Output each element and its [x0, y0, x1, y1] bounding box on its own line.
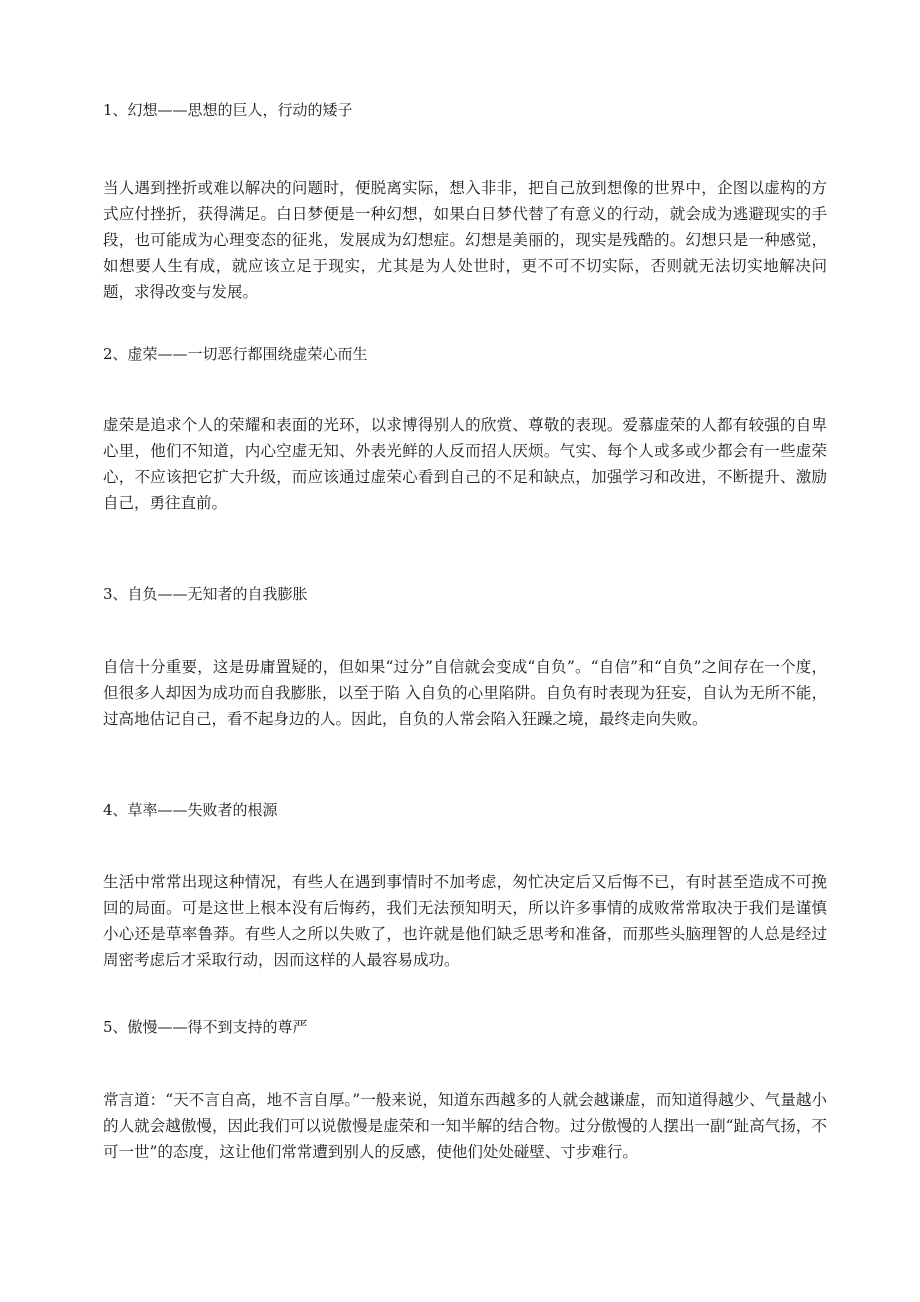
section-heading-3: 3、自负——无知者的自我膨胀 — [103, 585, 308, 603]
section-body-1: 当人遇到挫折或难以解决的问题时，便脱离实际，想入非非，把自己放到想像的世界中，企图以虚构的方式应付挫折，获得满足。白日梦便是一种幻想，如果白日梦代替了有意义的行动，就会成为逃避现实的手段，也可能成为心理变态的征兆，发展成为幻想症。幻想是美丽的，现实是残酷的。幻想只是一种感觉，如想要人生有成，就应该立足于现实，尤其是为人处世时，更不可不切实际，否则就无法切实地解决问题，求得改变与发展。 — [103, 179, 827, 301]
section-body-5: 常言道：“天不言自高，地不言自厚。”一般来说，知道东西越多的人就会越谦虚，而知道得越少、气量越小的人就会越傲慢，因此我们可以说傲慢是虚荣和一知半解的结合物。过分傲慢的人摆出一副“趾高气扬，不可一世”的态度，这让他们常常遭到别人的反感，使他们处处碰壁、寸步难行。 — [103, 1091, 827, 1161]
section-heading-5: 5、傲慢——得不到支持的尊严 — [103, 1018, 308, 1036]
section-heading-1: 1、幻想——思想的巨人，行动的矮子 — [103, 101, 353, 119]
section-heading-4: 4、草率——失败者的根源 — [103, 801, 278, 819]
section-body-3: 自信十分重要，这是毋庸置疑的，但如果“过分”自信就会变成“自负”。“自信”和“自负”之间存在一个度，但很多人却因为成功而自我膨胀，以至于陷 入自负的心里陷阱。自负有时表现为狂妄，自认为无所不能，过高地估记自己，看不起身边的人。因此，自负的人常会陷入狂躁之境，最终走向失败。 — [103, 658, 827, 728]
section-body-2: 虚荣是追求个人的荣耀和表面的光环，以求博得别人的欣赏、尊敬的表现。爱慕虚荣的人都有较强的自卑心里，他们不知道，内心空虚无知、外表光鲜的人反而招人厌烦。气实、每个人或多或少都会有一些虚荣心，不应该把它扩大升级，而应该通过虚荣心看到自己的不足和缺点，加强学习和改进，不断提升、激励自己，勇往直前。 — [103, 416, 827, 512]
section-heading-2: 2、虚荣——一切恶行都围绕虚荣心而生 — [103, 345, 368, 363]
section-body-4: 生活中常常出现这种情况，有些人在遇到事情时不加考虑，匆忙决定后又后悔不已，有时甚至造成不可挽回的局面。可是这世上根本没有后悔药，我们无法预知明天，所以许多事情的成败常常取决于我们是谨慎小心还是草率鲁莽。有些人之所以失败了，也许就是他们缺乏思考和准备，而那些头脑理智的人总是经过周密考虑后才采取行动，因而这样的人最容易成功。 — [103, 873, 827, 969]
